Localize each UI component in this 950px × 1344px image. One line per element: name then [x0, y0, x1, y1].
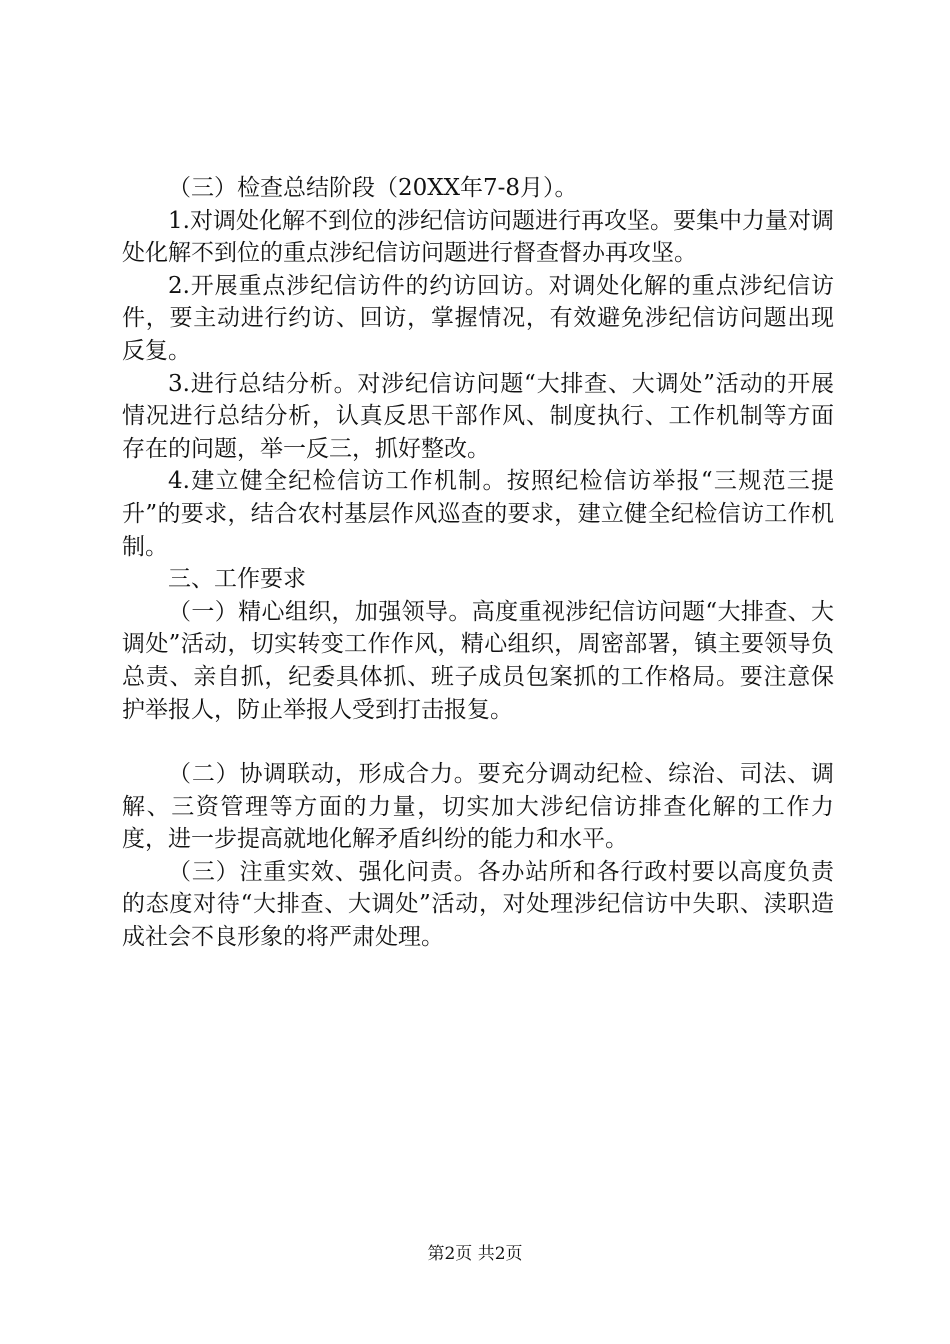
paragraph-inspection-stage-heading: （三）检查总结阶段（20XX年7-8月）。: [168, 175, 578, 201]
paragraph-item-1: 1.对调处化解不到位的涉纪信访问题进行再攻坚。要集中力量对调处化解不到位的重点涉纪信访问题进行督查督办再攻坚。: [122, 207, 834, 267]
paragraph-requirement-1: （一）精心组织，加强领导。高度重视涉纪信访问题“大排查、大调处”活动，切实转变工作作风，精心组织，周密部署，镇主要领导负总责、亲自抓，纪委具体抓、班子成员包案抓的工作格局。要注意保护举报人，防止举报人受到打击报复。: [122, 598, 834, 723]
paragraph-requirement-3: （三）注重实效、强化问责。各办站所和各行政村要以高度负责的态度对待“大排查、大调处”活动，对处理涉纪信访中失职、渎职造成社会不良形象的将严肃处理。: [122, 858, 834, 951]
paragraph-item-3: 3.进行总结分析。对涉纪信访问题“大排查、大调处”活动的开展情况进行总结分析，认真反思干部作风、制度执行、工作机制等方面存在的问题，举一反三，抓好整改。: [122, 370, 834, 462]
section-heading-work-requirements: 三、工作要求: [168, 566, 306, 593]
paragraph-requirement-2: （二）协调联动，形成合力。要充分调动纪检、综治、司法、调解、三资管理等方面的力量，切实加大涉纪信访排查化解的工作力度，进一步提高就地化解矛盾纠纷的能力和水平。: [122, 761, 834, 853]
paragraph-item-4: 4.建立健全纪检信访工作机制。按照纪检信访举报“三规范三提升”的要求，结合农村基层作风巡查的要求，建立健全纪检信访工作机制。: [122, 468, 834, 560]
paragraph-item-2: 2.开展重点涉纪信访件的约访回访。对调处化解的重点涉纪信访件，要主动进行约访、回访，掌握情况，有效避免涉纪信访问题出现反复。: [122, 272, 834, 364]
page-footer: [0, 1242, 950, 1266]
page-number-indicator: 第2页 共2页: [427, 1244, 523, 1264]
document-body: [122, 172, 834, 954]
